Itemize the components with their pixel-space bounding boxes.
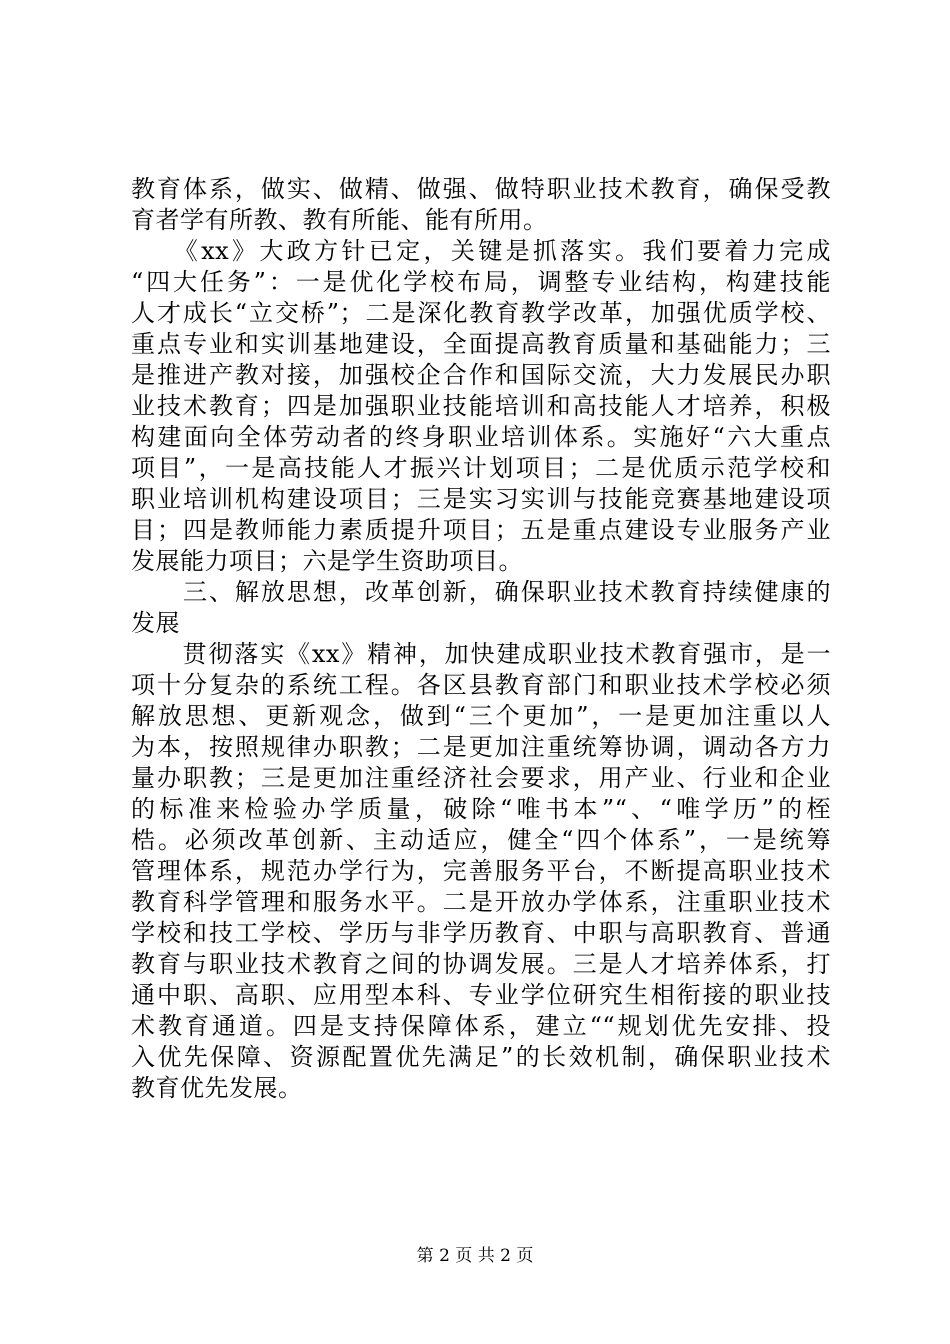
text-line: 管理体系，规范办学行为，完善服务平台，不断提高职业技术 xyxy=(131,857,831,885)
text-line: 构建面向全体劳动者的终身职业培训体系。实施好“六大重点 xyxy=(131,423,831,451)
text-line: 通中职、高职、应用型本科、专业学位研究生相衔接的职业技 xyxy=(131,981,831,1009)
text-line: 术教育通道。四是支持保障体系，建立““规划优先安排、投 xyxy=(131,1012,831,1040)
text-line: 的标准来检验办学质量，破除“唯书本”“、“唯学历”的桎 xyxy=(131,795,831,823)
text-line: 业技术教育；四是加强职业技能培训和高技能人才培养，积极 xyxy=(131,392,831,420)
text-line: 教育优先发展。 xyxy=(131,1074,303,1102)
body-text xyxy=(131,174,831,1104)
text-line: 教育体系，做实、做精、做强、做特职业技术教育，确保受教 xyxy=(131,175,831,203)
text-line: 人才成长“立交桥”；二是深化教育教学改革，加强优质学校、 xyxy=(131,299,831,327)
text-line: 梏。必须改革创新、主动适应，健全“四个体系”，一是统筹 xyxy=(131,826,831,854)
text-line: “四大任务”：一是优化学校布局，调整专业结构，构建技能 xyxy=(131,268,831,296)
text-line: 教育与职业技术教育之间的协调发展。三是人才培养体系，打 xyxy=(131,950,831,978)
text-line: 重点专业和实训基地建设，全面提高教育质量和基础能力；三 xyxy=(131,330,831,358)
text-line: 为本，按照规律办职教；二是更加注重统筹协调，调动各方力 xyxy=(131,733,831,761)
text-line: 项目”，一是高技能人才振兴计划项目；二是优质示范学校和 xyxy=(131,454,831,482)
text-line: 量办职教；三是更加注重经济社会要求，用产业、行业和企业 xyxy=(131,764,831,792)
text-line: 解放思想、更新观念，做到“三个更加”，一是更加注重以人 xyxy=(131,702,831,730)
text-line: 项十分复杂的系统工程。各区县教育部门和职业技术学校必须 xyxy=(131,671,831,699)
text-line: 贯彻落实《xx》精神，加快建成职业技术教育强市，是一 xyxy=(131,640,831,668)
text-line: 发展 xyxy=(131,609,180,637)
text-line: 是推进产教对接，加强校企合作和国际交流，大力发展民办职 xyxy=(131,361,831,389)
text-line: 职业培训机构建设项目；三是实习实训与技能竞赛基地建设项 xyxy=(131,485,831,513)
text-line: 发展能力项目；六是学生资助项目。 xyxy=(131,547,523,575)
text-line: 教育科学管理和服务水平。二是开放办学体系，注重职业技术 xyxy=(131,888,831,916)
text-line: 三、解放思想，改革创新，确保职业技术教育持续健康的 xyxy=(131,578,831,606)
text-line: 《xx》大政方针已定，关键是抓落实。我们要着力完成 xyxy=(131,237,831,265)
text-line: 学校和技工学校、学历与非学历教育、中职与高职教育、普通 xyxy=(131,919,831,947)
page-footer: 第 2 页 共 2 页 xyxy=(416,1246,534,1266)
text-line: 育者学有所教、教有所能、能有所用。 xyxy=(131,206,548,234)
text-line: 入优先保障、资源配置优先满足”的长效机制，确保职业技术 xyxy=(131,1043,831,1071)
text-line: 目；四是教师能力素质提升项目；五是重点建设专业服务产业 xyxy=(131,516,831,544)
